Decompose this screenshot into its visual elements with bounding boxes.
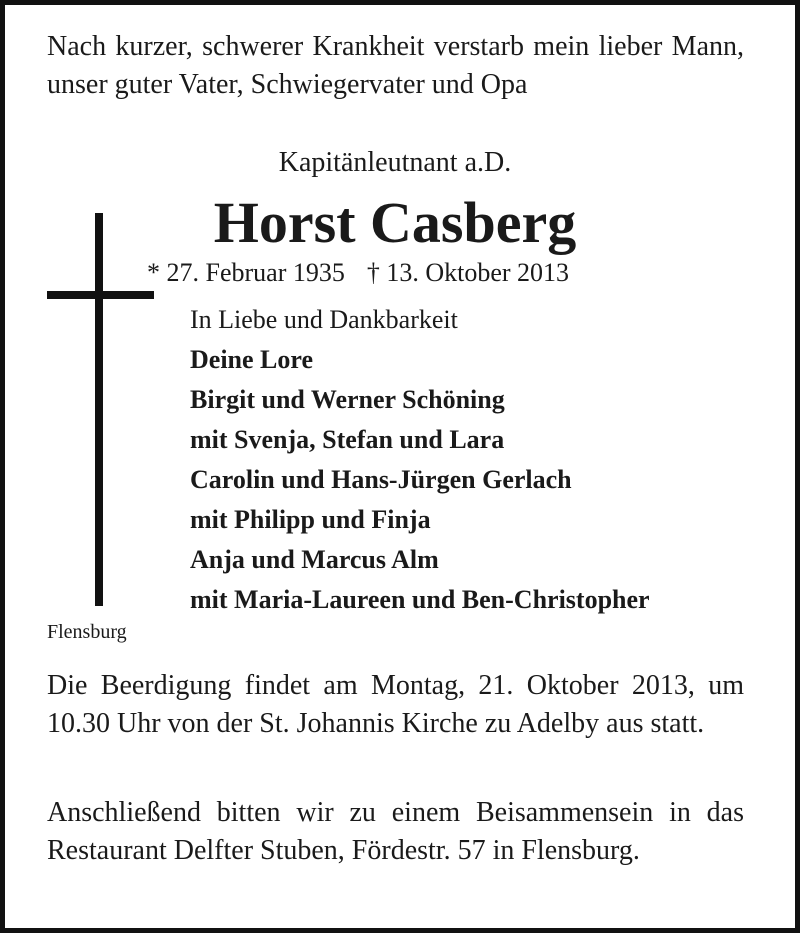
mourner-line: Anja und Marcus Alm [190, 545, 439, 574]
deceased-rank: Kapitänleutnant a.D. [278, 147, 512, 178]
funeral-info: Die Beerdigung findet am Montag, 21. Oktober 2013, um 10.30 Uhr von der St. Johannis Kirche zu Adelby aus statt. [47, 670, 744, 739]
mourners-lead: In Liebe und Dankbarkeit [190, 305, 458, 334]
mourner-line: Birgit und Werner Schöning [190, 385, 505, 414]
mourner-line: mit Svenja, Stefan und Lara [190, 425, 505, 454]
death-date: † 13. Oktober 2013 [366, 258, 570, 287]
place-name: Flensburg [47, 621, 127, 643]
life-dates [147, 256, 569, 290]
mourner-line: mit Maria-Laureen und Ben-Christopher [190, 585, 650, 614]
cross-horizontal-bar [47, 291, 154, 299]
mourner-line: Deine Lore [190, 345, 313, 374]
intro-text: Nach kurzer, schwerer Krankheit verstarb mein lieber Mann, unser guter Vater, Schwiegervater und Opa [47, 31, 744, 100]
mourner-line: mit Philipp und Finja [190, 505, 431, 534]
deceased-name: Horst Casberg [213, 190, 577, 255]
mourner-line: Carolin und Hans-Jürgen Gerlach [190, 465, 572, 494]
birth-date: * 27. Februar 1935 [147, 258, 345, 287]
reception-info: Anschließend bitten wir zu einem Beisammensein in das Restaurant Delfter Stuben, Fördestr. 57 in Flensburg. [47, 797, 744, 866]
cross-vertical-bar [95, 213, 103, 606]
mourners-list [190, 300, 650, 620]
